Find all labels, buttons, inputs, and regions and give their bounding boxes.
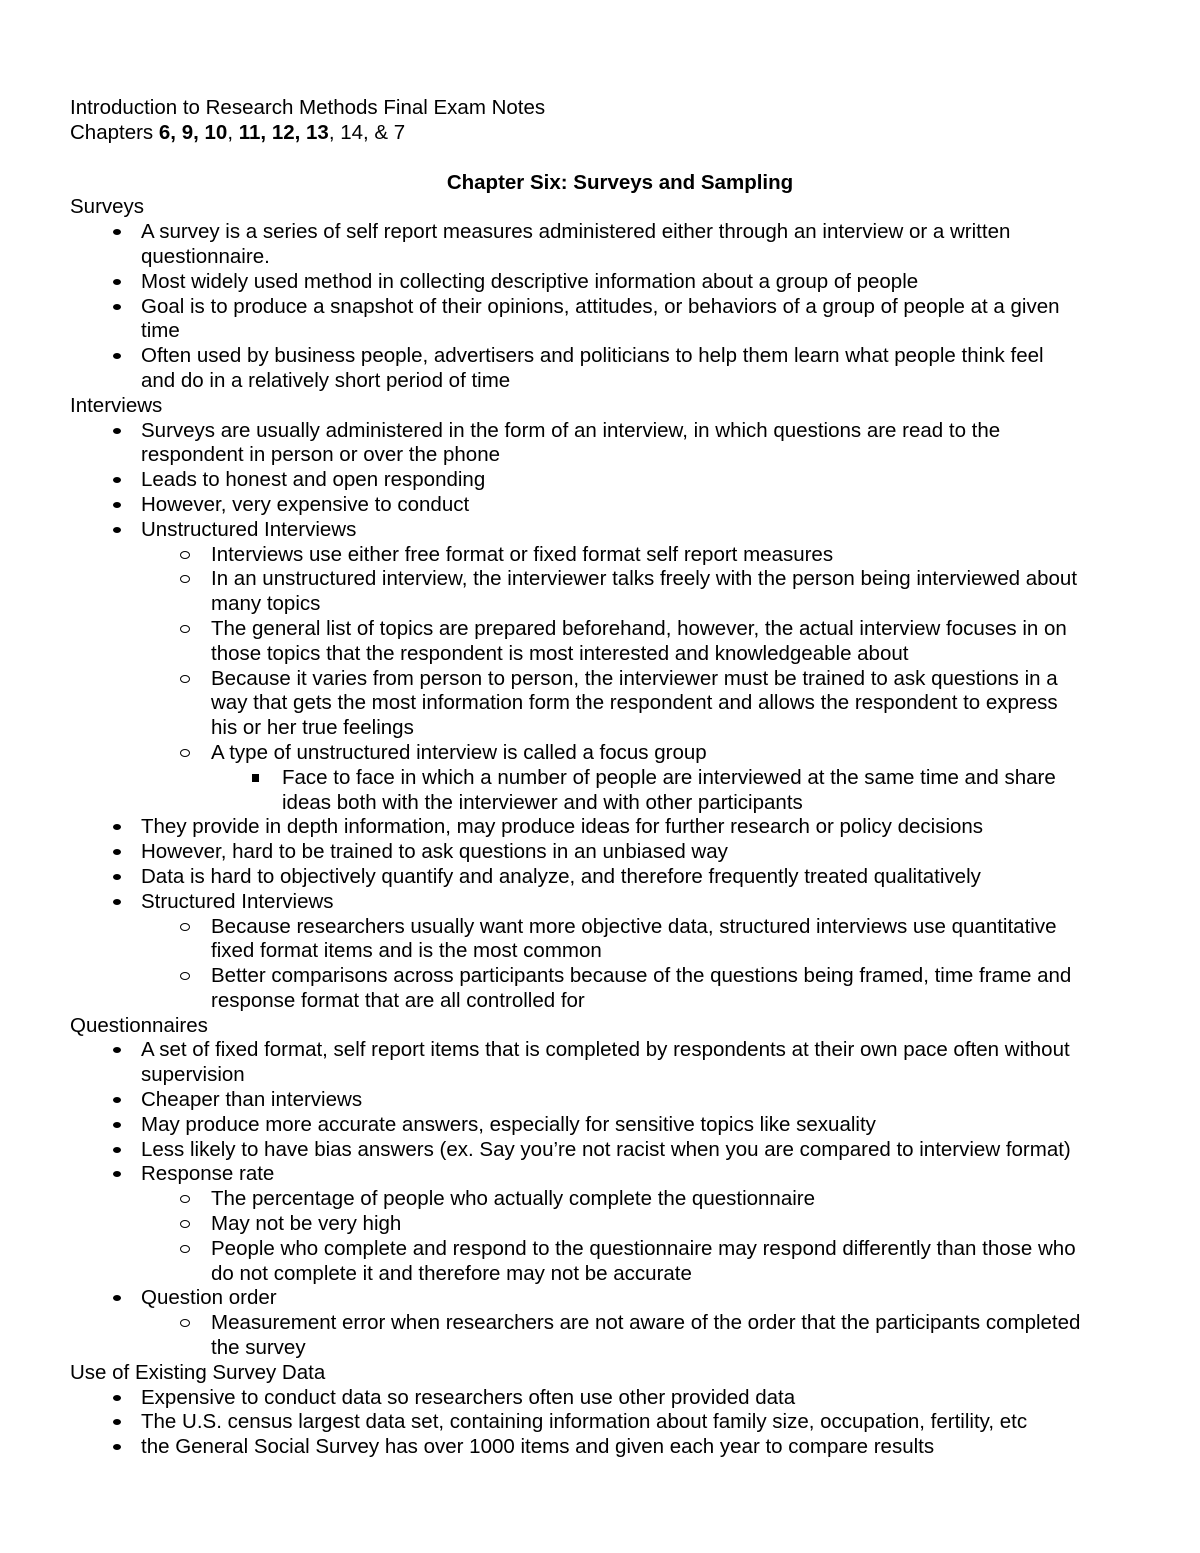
chapter-title: Chapter Six: Surveys and Sampling [446,170,794,194]
bullet-dot-icon [108,1038,128,1063]
chapters-prefix: Chapters [70,120,159,144]
bullet-dot-icon [108,419,128,444]
list-item-text: Goal is to produce a snapshot of their opinions, attitudes, or behaviors of a group of people at a given [141,294,1060,318]
bullet-dot-icon [108,1138,128,1163]
list-item-text: Cheaper than interviews [141,1088,363,1112]
list-item [70,741,1150,766]
list-item [70,1088,1150,1113]
bullet-dot-icon [108,1162,128,1187]
bullet-dot-icon [108,493,128,518]
list-item [70,567,1150,617]
bullet-circle-icon [176,915,196,940]
list-item [70,1410,1150,1435]
chapter-number-segment: 12 [271,120,295,144]
list-item-text: The U.S. census largest data set, containing information about family size, occupation, fertility, etc [141,1410,1028,1434]
list-item-text: Because it varies from person to person, the interviewer must be trained to ask questions in a [211,666,1058,690]
bullet-dot-icon [108,1088,128,1113]
list-item [70,295,1150,345]
list-item-text: They provide in depth information, may produce ideas for further research or policy decisions [141,815,984,839]
list-item [70,915,1150,965]
list-item-text: The percentage of people who actually complete the questionnaire [211,1187,816,1211]
list-item [70,1311,1150,1361]
chapters-list [159,121,405,144]
list-item [70,617,1150,667]
list-item-text: Structured Interviews [141,889,334,913]
list-item-text: Face to face in which a number of people are interviewed at the same time and share [282,765,1056,789]
list-item-text: In an unstructured interview, the interviewer talks freely with the person being interviewed about [211,567,1078,591]
list-item-text: questionnaire. [141,244,270,268]
list-item [70,344,1150,394]
chapter-number-segment: 13 [306,120,329,144]
list-item-text: Question order [141,1286,277,1310]
chapter-number-segment: , [170,120,182,144]
list-item-text: response format that are all controlled for [211,988,585,1012]
list-item [70,493,1150,518]
notes-body [70,195,1150,1460]
list-item-text: Measurement error when researchers are not aware of the order that the participants completed [211,1311,1081,1335]
list-item-text: and do in a relatively short period of time [141,368,511,392]
bullet-dot-icon [108,1113,128,1138]
list-item-text: Expensive to conduct data so researchers often use other provided data [141,1385,796,1409]
list-item-text: However, very expensive to conduct [141,492,470,516]
bullet-dot-icon [108,295,128,320]
document-page [70,96,1150,1460]
list-item [70,543,1150,568]
list-item-text: Because researchers usually want more objective data, structured interviews use quantitative [211,914,1057,938]
list-item [70,468,1150,493]
list-item-text: The general list of topics are prepared beforehand, however, the actual interview focuses in on [211,616,1067,640]
list-item-text: Interviews use either free format or fixed format self report measures [211,542,834,566]
bullet-dot-icon [108,815,128,840]
bullet-circle-icon [176,1237,196,1262]
list-item-text: May produce more accurate answers, especially for sensitive topics like sexuality [141,1112,876,1136]
bullet-circle-icon [176,1212,196,1237]
chapter-number-segment: 9 [181,120,194,144]
list-item-text: time [141,319,180,343]
chapter-number-segment: , [227,120,239,144]
bullet-dot-icon [108,220,128,245]
list-item-text: ideas both with the interviewer and with other participants [282,790,803,814]
bullet-dot-icon [108,1286,128,1311]
bullet-dot-icon [108,1386,128,1411]
list-item [70,1162,1150,1187]
list-item-text: the survey [211,1336,306,1360]
list-item [70,865,1150,890]
bullet-list [70,1038,1150,1360]
list-item-text: Data is hard to objectively quantify and analyze, and therefore frequently treated qualitatively [141,864,981,888]
chapter-number-segment: , [193,120,205,144]
section-heading: Use of Existing Survey Data [70,1360,326,1384]
list-item [70,518,1150,543]
bullet-dot-icon [108,1435,128,1460]
list-item-text: A survey is a series of self report measures administered either through an interview or a written [141,220,1011,244]
bullet-circle-icon [176,567,196,592]
list-item [70,1386,1150,1411]
bullet-circle-icon [176,1187,196,1212]
list-item-text: Less likely to have bias answers (ex. Say you’re not racist when you are compared to interview format) [141,1137,1071,1161]
bullet-square-icon [247,766,267,791]
bullet-dot-icon [108,890,128,915]
list-item [70,1435,1150,1460]
bullet-circle-icon [176,667,196,692]
bullet-list [70,419,1150,1014]
chapter-number-segment: , [294,120,307,144]
bullet-circle-icon [176,1311,196,1336]
bullet-dot-icon [108,518,128,543]
list-item-text: Unstructured Interviews [141,517,357,541]
bullet-circle-icon [176,964,196,989]
list-item-text: Surveys are usually administered in the form of an interview, in which questions are read to the [141,418,1001,442]
bullet-circle-icon [176,741,196,766]
list-item [70,1138,1150,1163]
bullet-list [70,1386,1150,1460]
chapter-number-segment: 11 [238,120,261,144]
list-item-text: Response rate [141,1162,275,1186]
list-item-text: Often used by business people, advertisers and politicians to help them learn what people think feel [141,344,1044,368]
chapters-line [70,121,1150,146]
list-item [70,1187,1150,1212]
list-item [70,890,1150,915]
bullet-dot-icon [108,865,128,890]
list-item-text: May not be very high [211,1212,402,1236]
list-item-text: A set of fixed format, self report items that is completed by respondents at their own pace often without [141,1038,1070,1062]
bullet-dot-icon [108,344,128,369]
list-item [70,667,1150,741]
list-item [70,840,1150,865]
chapter-number-segment: , [260,120,272,144]
list-item-text: those topics that the respondent is most interested and knowledgeable about [211,641,909,665]
list-item-text: fixed format items and is the most common [211,939,602,963]
list-item [70,1286,1150,1311]
document-title: Introduction to Research Methods Final Exam Notes [70,96,546,119]
bullet-circle-icon [176,543,196,568]
list-item [70,815,1150,840]
list-item [70,419,1150,469]
list-item-text: respondent in person or over the phone [141,443,501,467]
list-item-text: the General Social Survey has over 1000 items and given each year to compare results [141,1435,935,1459]
list-item [70,1212,1150,1237]
list-item-text: many topics [211,592,321,616]
list-item [70,1113,1150,1138]
list-item-text: Most widely used method in collecting descriptive information about a group of people [141,269,919,293]
list-item-text: A type of unstructured interview is called a focus group [211,740,707,764]
section-heading: Interviews [70,393,163,417]
chapter-number-segment: 10 [204,120,228,144]
list-item [70,964,1150,1014]
list-item-text: Leads to honest and open responding [141,468,486,492]
bullet-dot-icon [108,1410,128,1435]
section-heading: Questionnaires [70,1013,208,1037]
bullet-dot-icon [108,840,128,865]
list-item [70,1237,1150,1287]
list-item-text: way that gets the most information form the respondent and allows the respondent to express [211,691,1058,715]
list-item-text: his or her true feelings [211,716,414,740]
list-item-text: People who complete and respond to the questionnaire may respond differently than those who [211,1236,1076,1260]
section-heading: Surveys [70,195,145,219]
list-item-text: However, hard to be trained to ask questions in an unbiased way [141,840,728,864]
chapter-number-segment: 6 [158,120,171,144]
list-item-text: Better comparisons across participants because of the questions being framed, time frame and [211,964,1072,988]
bullet-circle-icon [176,617,196,642]
list-item [70,270,1150,295]
bullet-dot-icon [108,270,128,295]
bullet-list [70,220,1150,394]
chapter-number-segment: , 14, & 7 [328,120,406,144]
list-item-text: do not complete it and therefore may not be accurate [211,1261,692,1285]
bullet-dot-icon [108,468,128,493]
list-item-text: supervision [141,1063,245,1087]
list-item [70,766,1150,816]
list-item [70,1038,1150,1088]
list-item [70,220,1150,270]
